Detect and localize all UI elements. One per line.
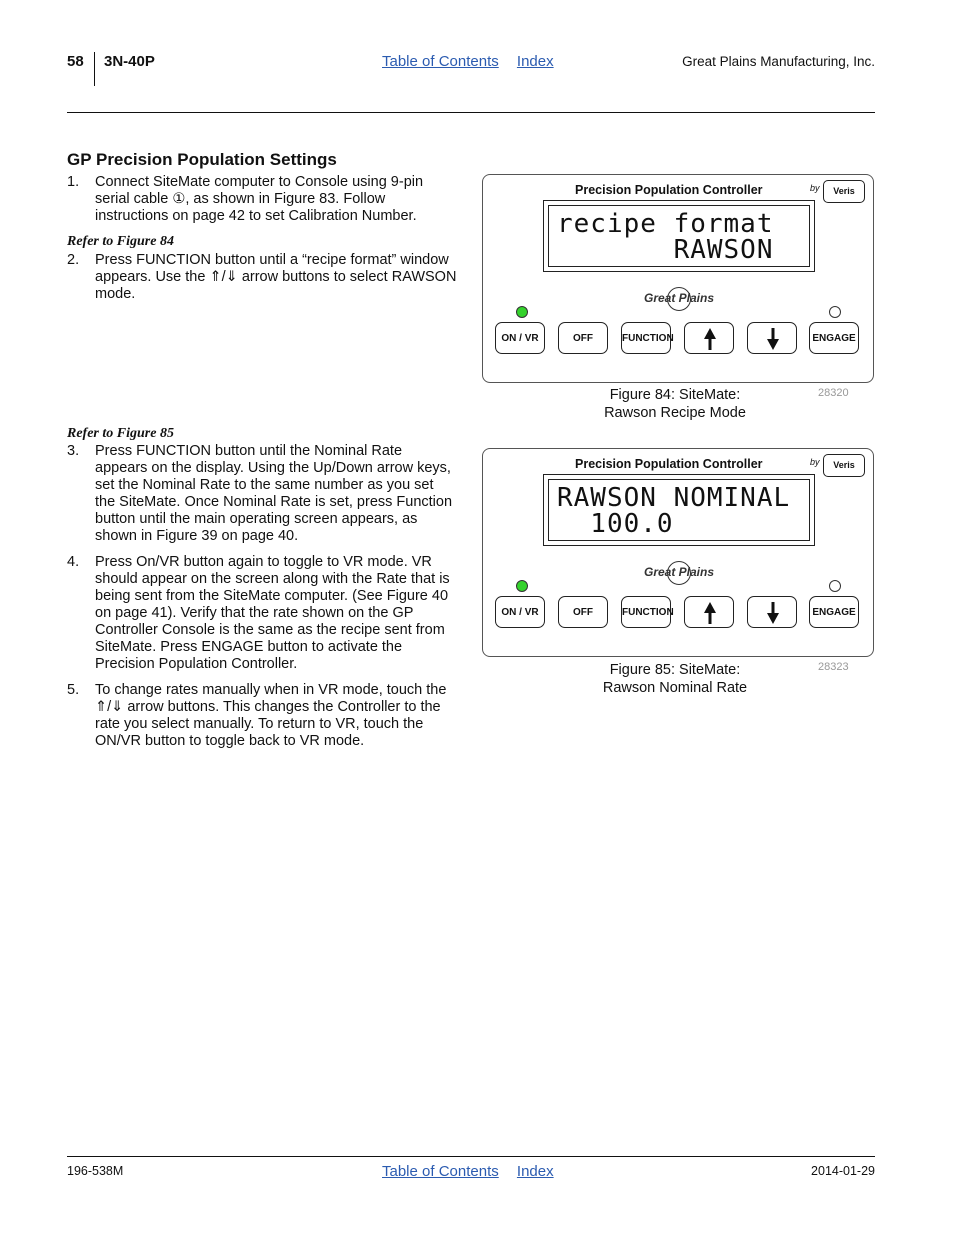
footer-nav	[382, 1163, 568, 1180]
function-button[interactable]: FUNCTION	[621, 596, 671, 628]
down-arrow-button[interactable]	[747, 322, 797, 354]
up-arrow-icon	[703, 327, 717, 351]
engage-indicator-led	[829, 306, 841, 318]
model-name: 3N-40P	[104, 53, 155, 70]
up-arrow-button[interactable]	[684, 596, 734, 628]
step-number: 1.	[67, 174, 80, 190]
console-figure-84	[482, 174, 874, 383]
brand-text: Great Plains	[643, 291, 715, 305]
up-arrow-button[interactable]	[684, 322, 734, 354]
caption-line-2: Rawson Recipe Mode	[604, 405, 746, 421]
document-number: 196-538M	[67, 1164, 124, 1178]
on-vr-button[interactable]: ON / VR	[495, 322, 545, 354]
step-number: 4.	[67, 554, 80, 570]
header-nav	[382, 53, 568, 70]
caption-line-1: Figure 84: SiteMate:	[609, 387, 741, 403]
header-rule	[67, 112, 875, 113]
index-link[interactable]: Index	[516, 1163, 554, 1180]
step-text: Press FUNCTION button until a “recipe format” window appears. Use the ⇑/⇓ arrow buttons to select RAWSON mode.	[95, 252, 457, 302]
up-arrow-icon	[703, 601, 717, 625]
caption-line-1: Figure 85: SiteMate:	[609, 662, 741, 678]
index-link[interactable]: Index	[516, 53, 554, 70]
engage-indicator-led	[829, 580, 841, 592]
step-number: 3.	[67, 443, 80, 459]
by-label: by	[810, 457, 820, 467]
on-indicator-led	[516, 306, 528, 318]
brand-text: Great Plains	[643, 565, 715, 579]
step-text: Press On/VR button again to toggle to VR mode. VR should appear on the screen along with the Rate that is being sent from the SiteMate computer. (See Figure 40 on page 41). Verify that the rate shown on the GP Controller Console is the same as the recipe sent from SiteMate. Press ENGAGE button to activate the Precision Population Controller.	[95, 554, 450, 672]
lcd-display	[543, 200, 815, 272]
toc-link[interactable]: Table of Contents	[382, 1163, 499, 1180]
down-arrow-button[interactable]	[747, 596, 797, 628]
refer-figure-85: Refer to Figure 85	[67, 426, 174, 441]
footer-rule	[67, 1156, 875, 1157]
veris-logo: Veris	[823, 180, 865, 203]
engage-button[interactable]: ENGAGE	[809, 322, 859, 354]
step-number: 2.	[67, 252, 80, 268]
step-text: Press FUNCTION button until the Nominal Rate appears on the display. Using the Up/Down arrow keys, set the Nominal Rate to the same number as you set the SiteMate. Once Nominal Rate is set, press Function button until the main operating screen appears, as shown in Figure 39 on page 40.	[95, 443, 453, 544]
step-number: 5.	[67, 682, 80, 698]
document-date: 2014-01-29	[811, 1164, 875, 1178]
function-button[interactable]: FUNCTION	[621, 322, 671, 354]
step-text: To change rates manually when in VR mode, touch the ⇑/⇓ arrow buttons. This changes the Controller to the rate you select manually. To return to VR, touch the ON/VR button to toggle back to VR mode.	[95, 682, 447, 749]
down-arrow-icon	[766, 601, 780, 625]
section-title: GP Precision Population Settings	[67, 150, 337, 169]
header-divider	[94, 52, 95, 86]
figure-85-caption	[560, 661, 790, 697]
lcd-screen	[548, 479, 810, 541]
lcd-line-1: RAWSON NOMINAL	[557, 483, 791, 513]
lcd-screen	[548, 205, 810, 267]
on-indicator-led	[516, 580, 528, 592]
lcd-line-2: RAWSON	[557, 235, 774, 265]
lcd-line-2: 100.0	[557, 509, 674, 539]
caption-line-2: Rawson Nominal Rate	[602, 680, 748, 696]
refer-figure-84: Refer to Figure 84	[67, 234, 174, 249]
toc-link[interactable]: Table of Contents	[382, 53, 499, 70]
console-figure-85	[482, 448, 874, 657]
great-plains-logo	[639, 286, 719, 310]
step-text: Connect SiteMate computer to Console using 9-pin serial cable ①, as shown in Figure 83. Follow instructions on page 42 to set Calibration Number.	[95, 174, 424, 224]
by-label: by	[810, 183, 820, 193]
off-button[interactable]: OFF	[558, 322, 608, 354]
lcd-display	[543, 474, 815, 546]
figure-84-caption	[560, 386, 790, 422]
figure-84-number: 28320	[818, 387, 849, 399]
console-title: Precision Population Controller	[575, 457, 763, 471]
instructions-column	[67, 174, 459, 774]
figure-85-number: 28323	[818, 661, 849, 673]
company-name: Great Plains Manufacturing, Inc.	[682, 54, 875, 69]
lcd-line-1: recipe format	[557, 209, 774, 239]
down-arrow-icon	[766, 327, 780, 351]
off-button[interactable]: OFF	[558, 596, 608, 628]
console-title: Precision Population Controller	[575, 183, 763, 197]
great-plains-logo	[639, 560, 719, 584]
on-vr-button[interactable]: ON / VR	[495, 596, 545, 628]
veris-logo: Veris	[823, 454, 865, 477]
engage-button[interactable]: ENGAGE	[809, 596, 859, 628]
page-number: 58	[67, 53, 84, 70]
